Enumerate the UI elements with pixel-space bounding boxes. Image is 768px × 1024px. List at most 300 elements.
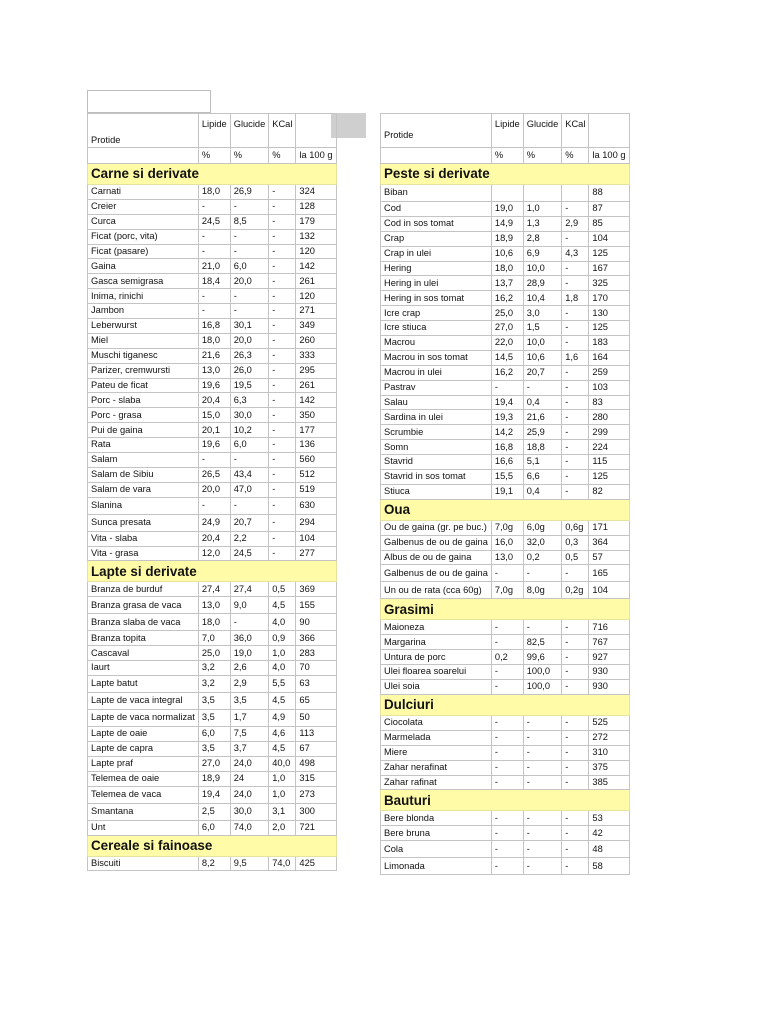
table-cell: Porc - grasa [88,408,199,423]
table-row [381,760,630,775]
table-cell: - [491,715,523,730]
table-cell: 24,0 [230,756,269,771]
table-cell: 26,9 [230,185,269,200]
table-row [88,597,337,614]
table-cell: 0,2 [491,650,523,665]
table-header-row [381,114,630,148]
table-cell: Parizer, cremwursti [88,363,199,378]
table-cell: - [562,811,589,826]
table-cell: Un ou de rata (cca 60g) [381,582,492,599]
table-cell: - [523,715,562,730]
table-cell: Cod [381,202,492,217]
table-cell: - [562,321,589,336]
table-cell: 20,7 [230,514,269,531]
section-header-row [88,164,337,185]
table-cell: 36,0 [230,631,269,646]
section-header-row [381,790,630,811]
table-row [88,771,337,786]
table-cell: Protide [381,114,492,148]
table-cell: Rata [88,438,199,453]
table-cell: 1,0 [269,786,296,803]
table-cell: 19,4 [198,786,230,803]
table-cell: 0,4 [523,484,562,499]
table-cell: 498 [296,756,336,771]
table-cell: 120 [296,289,336,304]
table-cell: 10,0 [523,336,562,351]
table-cell: 0,2 [523,550,562,565]
table-cell: 58 [589,858,629,875]
table-cell: 525 [589,715,629,730]
table-row [88,423,337,438]
table-cell: 4,9 [269,710,296,727]
table-cell: 4,0 [269,661,296,676]
table-cell: - [523,841,562,858]
table-cell: 15,5 [491,470,523,485]
table-cell: 13,0 [491,550,523,565]
table-row [88,741,337,756]
table-cell: Porc - slaba [88,393,199,408]
table-cell: 19,4 [491,395,523,410]
section-title: Dulciuri [381,694,630,715]
table-cell: 2,9 [230,676,269,693]
table-cell: 6,3 [230,393,269,408]
table-cell: 927 [589,650,629,665]
table-row [381,620,630,635]
table-cell: 20,0 [230,333,269,348]
table-cell: % [269,148,296,164]
table-cell: 300 [296,803,336,820]
table-cell: - [269,319,296,334]
table-cell: 315 [296,771,336,786]
table-cell: 333 [296,348,336,363]
table-cell: - [269,438,296,453]
table-cell: - [230,304,269,319]
table-row [88,453,337,468]
table-row [381,350,630,365]
table-cell: 32,0 [523,535,562,550]
table-cell: Bere bruna [381,826,492,841]
table-cell: 142 [296,259,336,274]
table-row [88,438,337,453]
table-row [88,274,337,289]
table-cell: 87 [589,202,629,217]
table-row [88,259,337,274]
table-cell: Macrou [381,336,492,351]
table-row [88,582,337,597]
table-row [381,246,630,261]
table-cell: 10,0 [523,261,562,276]
table-row [88,333,337,348]
table-cell: - [198,199,230,214]
table-cell: Ficat (porc, vita) [88,229,199,244]
table-row [381,410,630,425]
table-cell: 385 [589,775,629,790]
table-cell: - [562,306,589,321]
table-cell: 20,0 [198,482,230,497]
table-cell: Pateu de ficat [88,378,199,393]
table-cell: - [230,229,269,244]
table-cell: 1,3 [523,216,562,231]
table-cell: Curca [88,214,199,229]
table-cell: - [269,393,296,408]
table-cell: 716 [589,620,629,635]
table-cell: % [198,148,230,164]
table-cell: 6,9 [523,246,562,261]
table-cell: 6,0 [230,259,269,274]
table-cell: 272 [589,730,629,745]
table-cell: Lipide [198,114,230,148]
table-cell: 364 [589,535,629,550]
table-cell: 155 [296,597,336,614]
table-cell: 70 [296,661,336,676]
table-cell: 4,3 [562,246,589,261]
table-cell: 18,9 [198,771,230,786]
table-cell: 13,0 [198,363,230,378]
table-cell: 103 [589,380,629,395]
table-cell: Ulei soia [381,680,492,695]
table-cell: 1,6 [562,350,589,365]
table-cell: 19,0 [230,646,269,661]
table-cell: - [230,289,269,304]
table-cell: 27,4 [198,582,230,597]
table-cell: Leberwurst [88,319,199,334]
table-units-row [381,148,630,164]
table-cell: - [198,244,230,259]
table-cell: - [523,730,562,745]
table-cell: - [491,775,523,790]
section-title: Cereale si fainoase [88,835,337,856]
table-cell: Pui de gaina [88,423,199,438]
table-cell: 2,2 [230,531,269,546]
table-cell: 325 [589,276,629,291]
table-cell: 1,0 [523,202,562,217]
table-cell: 18,8 [523,440,562,455]
table-cell: 27,0 [491,321,523,336]
table-cell: Zahar nerafinat [381,760,492,775]
table-row [88,646,337,661]
table-cell: - [269,229,296,244]
section-header-row [381,164,630,185]
table-cell: 767 [589,635,629,650]
table-cell: 30,0 [230,803,269,820]
table-cell: 4,5 [269,597,296,614]
table-cell: - [562,680,589,695]
table-row [88,408,337,423]
table-cell: Zahar rafinat [381,775,492,790]
table-row [88,786,337,803]
table-cell: 1,0 [269,646,296,661]
table-cell: 104 [589,582,629,599]
table-row [88,631,337,646]
table-cell: 25,0 [491,306,523,321]
table-cell: - [523,760,562,775]
table-cell: - [562,650,589,665]
table-row [88,546,337,561]
table-row [88,661,337,676]
table-row [381,216,630,231]
table-row [381,185,630,202]
table-cell: 14,9 [491,216,523,231]
table-cell: 224 [589,440,629,455]
table-cell: 2,0 [269,820,296,835]
table-cell: 125 [589,246,629,261]
table-cell: Cola [381,841,492,858]
table-row [381,858,630,875]
table-row [88,614,337,631]
table-cell: Creier [88,199,199,214]
table-cell: Branza grasa de vaca [88,597,199,614]
table-cell: 5,1 [523,455,562,470]
table-cell: Ficat (pasare) [88,244,199,259]
table-cell: - [198,304,230,319]
table-cell: Cod in sos tomat [381,216,492,231]
table-cell: - [562,365,589,380]
table-cell: 130 [589,306,629,321]
table-cell: 99,6 [523,650,562,665]
table-cell: 170 [589,291,629,306]
table-row [381,261,630,276]
table-cell: 350 [296,408,336,423]
table-cell: - [523,858,562,875]
table-cell: 48 [589,841,629,858]
table-cell: Crap in ulei [381,246,492,261]
table-cell: Carnati [88,185,199,200]
table-cell: 24 [230,771,269,786]
table-cell: 85 [589,216,629,231]
table-row [381,202,630,217]
table-cell: 16,8 [491,440,523,455]
table-cell: Ulei floarea soarelui [381,665,492,680]
table-cell: - [230,199,269,214]
section-header-row [381,694,630,715]
table-cell: 21,6 [523,410,562,425]
table-cell: % [562,148,589,164]
table-cell: - [562,730,589,745]
table-cell: Branza topita [88,631,199,646]
table-cell: - [523,775,562,790]
table-cell: 9,5 [230,856,269,871]
table-row [88,289,337,304]
table-row [381,425,630,440]
table-cell: % [230,148,269,164]
table-row [88,363,337,378]
table-cell: 6,0 [198,820,230,835]
table-cell: 7,0g [491,520,523,535]
table-cell: Untura de porc [381,650,492,665]
table-row [88,348,337,363]
table-cell: 47,0 [230,482,269,497]
table-cell: 3,2 [198,661,230,676]
table-cell: 294 [296,514,336,531]
table-cell: Vita - slaba [88,531,199,546]
table-cell: - [491,841,523,858]
table-cell: 6,0g [523,520,562,535]
table-cell: - [491,635,523,650]
table-row [88,693,337,710]
table-cell: Unt [88,820,199,835]
table-cell: - [269,482,296,497]
table-cell: 165 [589,565,629,582]
table-cell: - [562,565,589,582]
table-cell: 18,4 [198,274,230,289]
table-cell: 425 [296,856,336,871]
table-cell: - [562,745,589,760]
table-cell: 125 [589,470,629,485]
table-row [88,710,337,727]
table-cell: 142 [296,393,336,408]
section-header-row [381,499,630,520]
table-row [381,395,630,410]
table-cell: 16,0 [491,535,523,550]
table-cell: 82,5 [523,635,562,650]
table-cell: 25,0 [198,646,230,661]
table-cell: 18,0 [198,333,230,348]
table-cell: 8,2 [198,856,230,871]
table-cell: - [491,380,523,395]
table-cell: 20,0 [230,274,269,289]
section-header-row [381,599,630,620]
table-cell: 42 [589,826,629,841]
section-title: Grasimi [381,599,630,620]
table-cell: 20,4 [198,531,230,546]
table-row [381,336,630,351]
table-cell: - [230,497,269,514]
table-cell: Glucide [230,114,269,148]
table-row [88,856,337,871]
table-cell: 283 [296,646,336,661]
table-cell: - [562,858,589,875]
table-cell: - [562,261,589,276]
table-cell: 22,0 [491,336,523,351]
table-cell: Lapte de vaca normalizat [88,710,199,727]
table-cell: - [491,665,523,680]
table-cell: 19,3 [491,410,523,425]
table-row [381,276,630,291]
table-row [381,306,630,321]
table-cell: - [562,715,589,730]
table-cell: - [269,531,296,546]
table-row [381,730,630,745]
table-cell: la 100 g [296,148,336,164]
table-cell: - [269,467,296,482]
nutrition-table-right [380,113,630,875]
table-cell: 20,1 [198,423,230,438]
table-cell: 273 [296,786,336,803]
table-cell: - [269,304,296,319]
section-title: Lapte si derivate [88,561,337,582]
table-cell: 82 [589,484,629,499]
table-cell: Biban [381,185,492,202]
table-row [381,582,630,599]
table-cell: Albus de ou de gaina [381,550,492,565]
table-cell: 369 [296,582,336,597]
section-header-row [88,835,337,856]
table-row [381,484,630,499]
table-cell: - [562,336,589,351]
table-cell: 10,2 [230,423,269,438]
table-cell: Ou de gaina (gr. pe buc.) [381,520,492,535]
table-row [381,470,630,485]
table-cell: 1,7 [230,710,269,727]
table-cell: Slanina [88,497,199,514]
table-cell: 1,8 [562,291,589,306]
table-row [381,380,630,395]
table-cell: % [491,148,523,164]
table-row [88,185,337,200]
table-cell: 560 [296,453,336,468]
table-cell: 0,4 [523,395,562,410]
table-row [88,214,337,229]
table-cell: 2,8 [523,231,562,246]
table-cell: - [269,423,296,438]
table-row [88,482,337,497]
table-cell: 0,3 [562,535,589,550]
table-cell: - [269,546,296,561]
table-cell: Glucide [523,114,562,148]
table-cell: 14,5 [491,350,523,365]
table-cell: 10,6 [491,246,523,261]
table-cell: - [523,826,562,841]
table-cell: 26,5 [198,467,230,482]
table-cell: Smantana [88,803,199,820]
table-cell: 261 [296,274,336,289]
table-cell: 74,0 [269,856,296,871]
table-cell: 183 [589,336,629,351]
table-cell [296,114,336,148]
table-cell: Sardina in ulei [381,410,492,425]
table-cell: 4,6 [269,727,296,742]
table-cell: 18,9 [491,231,523,246]
table-cell: 7,0g [491,582,523,599]
table-cell: 179 [296,214,336,229]
table-cell: Marmelada [381,730,492,745]
table-row [381,745,630,760]
table-cell: 120 [296,244,336,259]
table-cell: - [562,841,589,858]
table-cell: Lapte praf [88,756,199,771]
table-cell: - [562,276,589,291]
table-cell: - [491,760,523,775]
table-cell: Jambon [88,304,199,319]
table-cell: 8,5 [230,214,269,229]
table-row [88,319,337,334]
table-cell: Crap [381,231,492,246]
table-cell: 0,5 [562,550,589,565]
table-cell: 9,0 [230,597,269,614]
table-cell: - [523,620,562,635]
table-cell: Inima, rinichi [88,289,199,304]
table-cell: 57 [589,550,629,565]
table-cell: KCal [562,114,589,148]
table-cell: - [269,363,296,378]
table-row [88,676,337,693]
table-cell: Lapte de vaca integral [88,693,199,710]
table-cell: Salau [381,395,492,410]
table-cell: Telemea de oaie [88,771,199,786]
table-cell: - [269,274,296,289]
table-cell: - [562,425,589,440]
table-cell: 20,4 [198,393,230,408]
table-cell: 2,5 [198,803,230,820]
table-cell: 5,5 [269,676,296,693]
table-cell: 7,5 [230,727,269,742]
table-cell: 6,0 [230,438,269,453]
table-cell: 104 [589,231,629,246]
table-cell: 24,0 [230,786,269,803]
table-cell: 10,6 [523,350,562,365]
table-cell: - [562,635,589,650]
table-row [381,365,630,380]
